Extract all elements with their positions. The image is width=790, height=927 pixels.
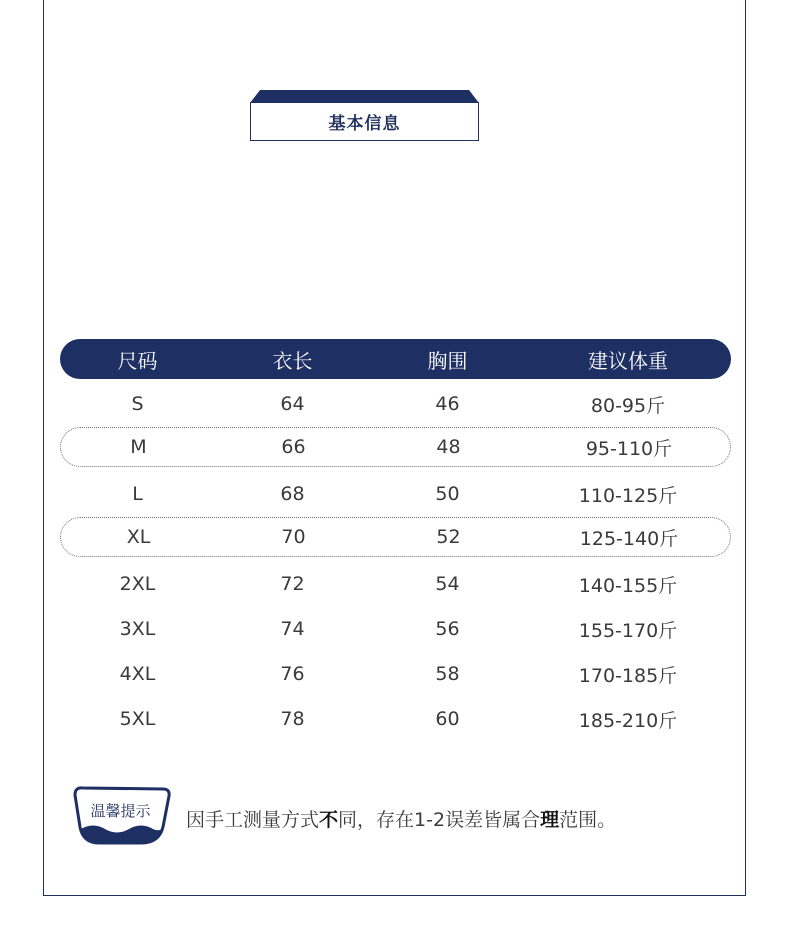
- cell-length: 66: [281, 436, 306, 458]
- cell-chest: 52: [436, 526, 461, 548]
- cell-chest: 54: [435, 573, 460, 595]
- cell-length: 72: [280, 573, 305, 595]
- cell-weight: 170-185斤: [578, 664, 678, 687]
- cell-length: 70: [281, 526, 306, 548]
- cell-size: M: [130, 436, 147, 458]
- header-length: 衣长: [272, 348, 313, 373]
- table-row: [60, 517, 731, 557]
- section-title-text: 基本信息: [250, 102, 479, 141]
- cell-weight: 140-155斤: [578, 574, 678, 597]
- notice-text-1: 因手工测量方式: [186, 808, 320, 831]
- notice-emphasis-2: 理: [540, 808, 560, 831]
- cell-length: 76: [280, 663, 305, 685]
- table-row: [60, 699, 731, 739]
- cell-size: XL: [126, 526, 151, 548]
- cell-weight: 185-210斤: [578, 709, 678, 732]
- table-row: [60, 654, 731, 694]
- notice-badge-label: 温馨提示: [90, 801, 151, 820]
- notice-text-2: 同，存在1-2误差皆属合: [338, 808, 541, 831]
- cell-chest: 56: [435, 618, 460, 640]
- table-row: [60, 564, 731, 604]
- cell-size: 4XL: [119, 663, 156, 685]
- cell-chest: 50: [435, 483, 460, 505]
- section-title: [250, 90, 479, 141]
- size-table-header: [60, 339, 731, 379]
- cell-weight: 155-170斤: [578, 619, 678, 642]
- cell-weight: 125-140斤: [579, 527, 679, 550]
- cell-length: 64: [280, 393, 305, 415]
- cell-weight: 95-110斤: [585, 437, 673, 460]
- cell-size: S: [131, 393, 144, 415]
- table-row: [60, 427, 731, 467]
- cell-chest: 60: [435, 708, 460, 730]
- table-row: [60, 384, 731, 424]
- cell-chest: 58: [435, 663, 460, 685]
- cell-weight: 80-95斤: [590, 394, 666, 417]
- notice-emphasis-1: 不: [319, 808, 339, 831]
- header-size: 尺码: [117, 348, 158, 373]
- cell-length: 78: [280, 708, 305, 730]
- cell-length: 68: [280, 483, 305, 505]
- cell-chest: 46: [435, 393, 460, 415]
- cell-length: 74: [280, 618, 305, 640]
- header-chest: 胸围: [427, 348, 468, 373]
- measurement-notice: [186, 803, 616, 833]
- notice-text-3: 范围。: [559, 808, 617, 831]
- cell-size: L: [132, 483, 143, 505]
- table-row: [60, 474, 731, 514]
- cell-chest: 48: [436, 436, 461, 458]
- cell-size: 2XL: [119, 573, 156, 595]
- cell-weight: 110-125斤: [578, 484, 678, 507]
- header-weight: 建议体重: [588, 348, 668, 373]
- cell-size: 3XL: [119, 618, 156, 640]
- table-row: [60, 609, 731, 649]
- cell-size: 5XL: [119, 708, 156, 730]
